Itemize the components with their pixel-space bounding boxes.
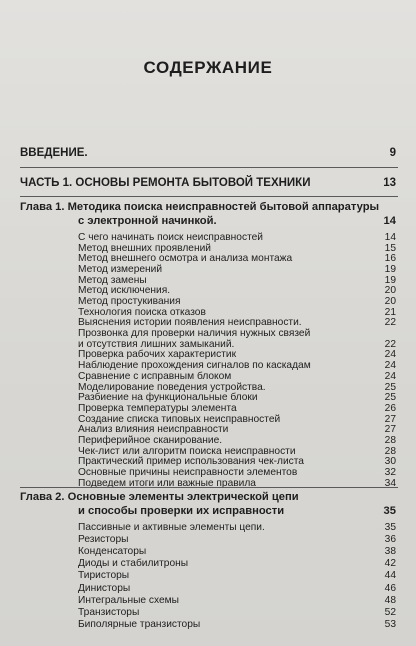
toc-entry-label: Динисторы (78, 582, 131, 594)
toc-entry-label: Чек-лист или алгоритм поиска неисправности (78, 445, 296, 457)
toc-entry-page: 27 (384, 424, 396, 436)
toc-entry-page: 48 (384, 594, 396, 606)
toc-entry-page: 30 (384, 456, 396, 468)
toc-entry-label: Метод внешнего осмотра и анализа монтажа (78, 253, 293, 265)
toc-entry-page: 22 (384, 338, 396, 350)
toc-entry-label: Прозвонка для проверки наличия нужных связей (78, 328, 311, 340)
toc-entry-page: 32 (384, 466, 396, 478)
toc-entry-label: Основные причины неисправности элементов (78, 466, 298, 478)
toc-entry-label: Подведем итоги или важные правила (78, 477, 256, 489)
toc-entry-page: 35 (384, 522, 396, 533)
toc-entry-label: Резисторы (78, 534, 129, 546)
chapter-title-line2: и способы проверки их исправности (78, 505, 285, 517)
toc-entry-label: С чего начинать поиск неисправностей (78, 232, 263, 243)
toc-entry-page: 9 (389, 147, 396, 159)
toc-entry-page: 34 (384, 477, 396, 489)
toc-entry-label: Создание списка типовых неисправностей (78, 413, 281, 425)
toc-entry-page: 15 (384, 242, 396, 254)
toc-entry-page: 46 (384, 582, 396, 594)
chapter-heading-1 (0, 200, 416, 215)
toc-entry-page: 53 (384, 618, 396, 630)
toc-entry-label: Метод замены (78, 274, 147, 286)
toc-entry-page: 14 (384, 232, 396, 243)
toc-entry-page: 14 (383, 215, 396, 227)
toc-entry-page: 44 (384, 570, 396, 582)
toc-entry-part1 (0, 176, 416, 191)
toc-entry-page: 36 (384, 534, 396, 546)
toc-entry-label: Моделирование поведения устройства. (78, 381, 266, 393)
toc-entry-label: Транзисторы (78, 606, 140, 618)
toc-entry-label: Анализ влияния неисправности (78, 424, 229, 436)
toc-entry-label: ЧАСТЬ 1. ОСНОВЫ РЕМОНТА БЫТОВОЙ ТЕХНИКИ (20, 177, 311, 189)
toc-entry-label: Диоды и стабилитроны (78, 558, 189, 570)
toc-entry-page: 35 (383, 505, 396, 517)
chapter-title-line1: Глава 2. Основные элементы электрической цепи (20, 491, 299, 503)
toc-entry-label: Пассивные и активные элементы цепи. (78, 522, 265, 533)
toc-entry-label: Проверка рабочих характеристик (78, 349, 237, 361)
chapter-title-line2: с электронной начинкой. (78, 215, 217, 227)
toc-entry-label: Тиристоры (78, 570, 130, 582)
divider (20, 167, 398, 168)
toc-entry-label: Проверка температуры элемента (78, 402, 237, 414)
toc-entry-label: Разбиение на функциональные блоки (78, 392, 258, 404)
divider (20, 196, 398, 197)
toc-entry-label: Метод простукивания (78, 296, 181, 308)
toc-entry-page: 27 (384, 413, 396, 425)
toc-entry-page: 25 (384, 381, 396, 393)
toc-entry-page: 16 (384, 253, 396, 265)
toc-entry-label: Метод измерений (78, 264, 163, 276)
toc-entry-intro (0, 146, 416, 161)
toc-entry-label: Периферийное сканирование. (78, 434, 223, 446)
toc-entry-page: 24 (384, 370, 396, 382)
toc-entry-page: 52 (384, 606, 396, 618)
toc-entry-page: 19 (384, 274, 396, 286)
page-title: СОДЕРЖАНИЕ (143, 58, 273, 77)
toc-entry-page: 22 (384, 317, 396, 329)
chapter-heading-1-cont (0, 214, 416, 229)
toc-entry-page: 24 (384, 360, 396, 372)
toc-entry-label: Метод внешних проявлений (78, 242, 211, 254)
toc-entry-page: 26 (384, 402, 396, 414)
toc-entry-label: Метод исключения. (78, 285, 171, 297)
toc-entry-page: 21 (384, 306, 396, 318)
chapter-heading-2 (0, 490, 416, 505)
toc-entry-page: 13 (383, 177, 396, 189)
toc-entry-page: 20 (384, 285, 396, 297)
toc-entry-label: Практический пример использования чек-листа (78, 456, 304, 468)
divider (20, 487, 398, 488)
chapter-heading-2-cont (0, 504, 416, 519)
toc-entry-label: Наблюдение прохождения сигналов по каскадам (78, 360, 311, 372)
toc-entry (0, 476, 416, 491)
toc-entry-label: Технология поиска отказов (78, 306, 206, 318)
toc-entry-page: 24 (384, 349, 396, 361)
toc-entry-page: 25 (384, 392, 396, 404)
toc-entry-label: и отсутствия лишних замыканий. (78, 338, 235, 350)
toc-entry-page: 28 (384, 434, 396, 446)
toc-entry-label: Конденсаторы (78, 546, 147, 558)
toc-entry-label: Выяснения истории появления неисправности. (78, 317, 302, 329)
chapter-title-line1: Глава 1. Методика поиска неисправностей бытовой аппаратуры (20, 201, 380, 213)
toc-entry-label: Биполярные транзисторы (78, 618, 201, 630)
toc-entry-page: 38 (384, 546, 396, 558)
toc-entry-label: Интегральные схемы (78, 594, 179, 606)
toc-entry-page: 28 (384, 445, 396, 457)
toc-entry-label: Сравнение с исправным блоком (78, 370, 232, 382)
toc-entry-label: ВВЕДЕНИЕ. (20, 147, 88, 159)
toc-entry-page: 19 (384, 264, 396, 276)
toc-entry (0, 617, 416, 632)
toc-entry-page: 42 (384, 558, 396, 570)
toc-entry-page: 20 (384, 296, 396, 308)
